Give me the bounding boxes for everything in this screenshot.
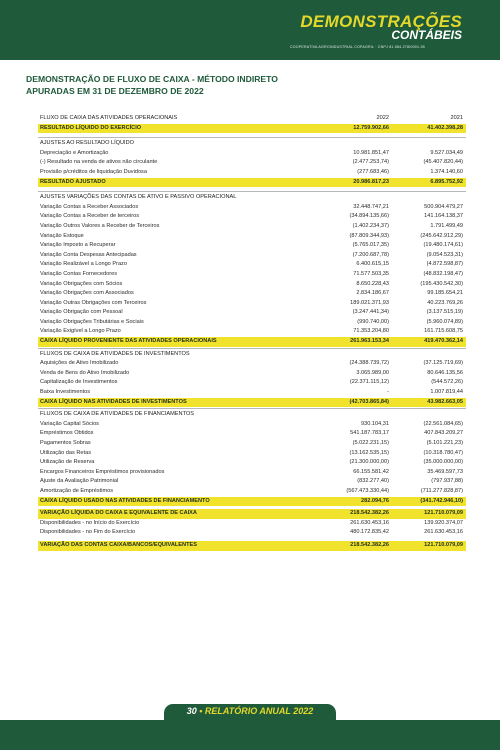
row-label: FLUXOS DE CAIXA DE ATIVIDADES DE FINANCIAMENTOS (40, 411, 194, 418)
row-label: Venda de Bens do Ativo Imobilizado (40, 369, 130, 376)
value-2021: 1.007.819,44 (430, 389, 463, 396)
value-2022: 2022 (376, 115, 389, 121)
value-2022: (24.388.739,72) (349, 360, 389, 367)
header-subtitle: COOPERATIVA AGROINDUSTRIAL COPAGRIL · CNPJ 81.584.278/0001-55 (290, 45, 425, 49)
value-2021: 141.164.138,37 (424, 213, 463, 220)
footer-label (164, 706, 336, 716)
value-2022: 2.834.186,67 (356, 290, 389, 297)
footer-bar (0, 720, 500, 750)
row-label: RESULTADO AJUSTADO (40, 178, 106, 185)
value-2022: (832.277,40) (357, 478, 389, 485)
row-label: Variação Obrigações com Associados (40, 290, 134, 297)
row-label: VARIAÇÃO DAS CONTAS CAIXA/BANCOS/EQUIVALENTES (40, 541, 197, 548)
value-2021: (35.000.000,00) (423, 459, 463, 466)
row-label: Variação Contas a Receber Associados (40, 203, 139, 210)
value-2021: (5.960.074,89) (426, 318, 463, 325)
value-2021: (45.407.820,44) (423, 159, 463, 166)
table-row (38, 458, 466, 468)
row-label: Pagamentos Sobras (40, 440, 91, 446)
row-label: Variação Conta Despesas Antecipadas (40, 251, 137, 258)
row-label: Variação Obrigação com Pessoal (40, 309, 123, 316)
value-2021: 407.843.209,27 (424, 430, 463, 437)
value-2021: 1.374.140,60 (430, 168, 463, 175)
value-2021: (5.101.221,23) (426, 440, 463, 446)
value-2022: 20.986.817,23 (353, 178, 389, 185)
value-2022: 71.353.204,80 (353, 328, 389, 335)
row-label: Variação Contas a Receber de terceiros (40, 213, 140, 220)
row-label: Capitalização de Investimentos (40, 379, 118, 386)
row-spacer (38, 133, 466, 136)
value-2022: (13.162.535,15) (349, 449, 389, 456)
table-row (38, 241, 466, 251)
row-label: Depreciação e Amortização (40, 149, 109, 156)
total-row (38, 497, 466, 507)
section-header-row (38, 193, 466, 203)
row-label: Provisão p/créditos de liquidação Duvidosa (40, 168, 147, 175)
table-row (38, 158, 466, 168)
value-2022: 71.577.503,35 (353, 270, 389, 277)
value-2022: 8.650.228,43 (356, 280, 389, 287)
value-2021: 35.469.597,73 (427, 468, 463, 475)
value-2021: 161.715.608,75 (424, 328, 463, 335)
table-row (38, 429, 466, 439)
value-2022: (87.809.344,93) (349, 232, 389, 239)
table-row (38, 203, 466, 213)
row-label: Variação Estoque (40, 232, 84, 239)
value-2021: (4.872.598,87) (426, 261, 463, 268)
section-divider (38, 348, 466, 349)
row-label: Disponibilidades - no Início do Exercício (40, 519, 140, 526)
table-row (38, 468, 466, 478)
table-row (38, 260, 466, 270)
value-2022: (22.371.115,12) (349, 379, 389, 386)
row-label: CAIXA LÍQUIDO USADO NAS ATIVIDADES DE FINANCIAMENTO (40, 497, 210, 504)
value-2021: (195.430.542,30) (420, 280, 463, 287)
section-header-row (38, 410, 466, 420)
value-2022: 218.542.382,26 (350, 510, 389, 517)
row-label: Variação Capital Sócios (40, 420, 99, 427)
value-2021: 43.982.663,05 (427, 398, 463, 405)
value-2021: (341.742.946,10) (420, 497, 463, 504)
table-row (38, 359, 466, 369)
document-title (26, 74, 326, 97)
row-label: Disponibilidades - no Fim do Exercício (40, 529, 136, 536)
value-2022: 12.759.902,66 (353, 124, 389, 131)
table-row (38, 449, 466, 459)
section-divider (38, 408, 466, 409)
table-row (38, 477, 466, 487)
value-2021: (797.937,88) (431, 478, 463, 485)
section-header-row (38, 350, 466, 360)
row-label: AJUSTES AO RESULTADO LÍQUIDO (40, 140, 134, 147)
section-header-row (38, 139, 466, 149)
table-row (38, 222, 466, 232)
row-spacer (38, 187, 466, 190)
value-2022: 10.981.851,47 (353, 149, 389, 156)
value-2021: (48.832.198,47) (423, 270, 463, 277)
value-2022: (21.300.000,00) (349, 459, 389, 466)
row-label: Variação Realizável a Longo Prazo (40, 261, 127, 268)
document-title-line2: APURADAS EM 31 DE DEZEMBRO DE 2022 (26, 85, 204, 96)
value-2022: (3.247.441,34) (352, 309, 389, 316)
total-row (38, 541, 466, 551)
value-2021: (245.642.912,29) (420, 232, 463, 239)
row-label: Utilização das Retas (40, 449, 91, 456)
table-row (38, 280, 466, 290)
table-row (38, 369, 466, 379)
row-label: VARIAÇÃO LÍQUIDA DO CAIXA E EQUIVALENTE DE CAIXA (40, 510, 197, 517)
value-2022: 480.172.835,42 (350, 529, 389, 536)
value-2022: (5.765.017,35) (352, 242, 389, 249)
value-2021: (10.318.780,47) (423, 449, 463, 456)
row-label: Variação Outras Obrigações com Terceiros (40, 299, 147, 306)
header-title-line2: CONTÁBEIS (391, 28, 462, 42)
value-2022: 930.104,31 (361, 420, 389, 427)
footer-separator: • (199, 706, 203, 716)
section-divider (38, 191, 466, 192)
row-label: Encargos Financeiros Empréstimos provisionados (40, 468, 165, 475)
row-label: Amortização de Empréstimos (40, 487, 114, 494)
table-row (38, 212, 466, 222)
value-2021: 1.791.499,49 (430, 222, 463, 229)
value-2022: (2.477.253,74) (352, 159, 389, 166)
value-2021: 9.527.034,49 (430, 149, 463, 156)
section-divider (38, 137, 466, 138)
row-label: Variação Contas Fornecedores (40, 270, 118, 277)
total-row (38, 178, 466, 188)
value-2022: 261.963.153,34 (350, 338, 389, 345)
table-row (38, 528, 466, 538)
value-2022: (567.473.330,44) (346, 487, 389, 494)
value-2021: (22.561.084,65) (423, 420, 463, 427)
row-label: Aquisições de Ativo Imobilizado (40, 360, 119, 367)
row-label: CAIXA LÍQUIDO NAS ATIVIDADES DE INVESTIMENTOS (40, 398, 187, 405)
row-label: CAIXA LÍQUIDO PROVENIENTE DAS ATIVIDADES OPERACIONAIS (40, 338, 217, 345)
row-label: Variação Imposto a Recuperar (40, 242, 116, 249)
table-row (38, 519, 466, 529)
value-2022: 261.630.453,16 (350, 519, 389, 526)
value-2022: 32.448.747,21 (353, 203, 389, 210)
table-row (38, 420, 466, 430)
row-label: (-) Resultado na venda de ativos não circulante (40, 159, 158, 166)
value-2022: (7.200.687,78) (352, 251, 389, 258)
row-label: Utilização de Reserva (40, 459, 95, 466)
value-2021: 99.185.654,21 (427, 290, 463, 297)
table-row (38, 149, 466, 159)
value-2022: (990.740,00) (357, 318, 389, 325)
value-2022: 3.065.989,00 (356, 369, 389, 376)
value-2021: 121.710.079,09 (424, 541, 463, 548)
value-2022: (277.683,46) (357, 168, 389, 175)
value-2022: - (387, 389, 389, 396)
section-header-row (38, 114, 466, 124)
total-row (38, 337, 466, 347)
value-2022: 218.542.382,26 (350, 541, 389, 548)
table-row (38, 251, 466, 261)
row-label: Variação Outros Valores a Receber de Terceiros (40, 222, 160, 229)
value-2022: 66.155.581,42 (353, 468, 389, 475)
table-row (38, 378, 466, 388)
table-row (38, 327, 466, 337)
value-2022: 6.400.615,15 (356, 261, 389, 268)
page-header (0, 0, 500, 60)
row-label: Variação Obrigações com Sócios (40, 280, 123, 287)
value-2022: (34.894.135,66) (349, 213, 389, 220)
total-row (38, 509, 466, 519)
value-2022: 282.094,76 (361, 497, 389, 504)
table-row (38, 318, 466, 328)
value-2022: (1.402.234,37) (352, 222, 389, 229)
table-row (38, 289, 466, 299)
row-label: Variação Obrigações Tributárias e Sociais (40, 318, 144, 325)
row-label: RESULTADO LÍQUIDO DO EXERCÍCIO (40, 124, 142, 131)
table-row (38, 388, 466, 398)
table-row (38, 487, 466, 497)
value-2021: (711.277.828,87) (420, 487, 463, 494)
row-label: Ajuste da Avaliação Patrimonial (40, 478, 119, 485)
table-row (38, 168, 466, 178)
value-2022: (42.703.865,84) (349, 398, 389, 405)
footer-report-name: RELATÓRIO ANUAL 2022 (204, 706, 314, 716)
row-label: FLUXOS DE CAIXA DE ATIVIDADES DE INVESTIMENTOS (40, 350, 190, 357)
value-2021: 40.223.769,26 (427, 299, 463, 306)
table-row (38, 439, 466, 449)
document-title-line1: DEMONSTRAÇÃO DE FLUXO DE CAIXA - MÉTODO INDIRETO (26, 74, 278, 84)
table-row (38, 299, 466, 309)
table-row (38, 270, 466, 280)
value-2021: 6.895.752,92 (430, 178, 463, 185)
value-2021: 139.920.374,07 (424, 519, 463, 526)
total-row (38, 124, 466, 134)
value-2022: (5.022.231,15) (352, 440, 389, 446)
value-2021: 121.710.079,09 (424, 510, 463, 517)
value-2021: 500.904.479,27 (424, 203, 463, 210)
value-2021: 2021 (450, 115, 463, 121)
row-label: FLUXO DE CAIXA DAS ATIVIDADES OPERACIONAIS (40, 115, 178, 121)
page-number: 30 (186, 706, 197, 716)
value-2021: 261.630.453,16 (424, 529, 463, 536)
value-2021: 41.402.398,28 (427, 124, 463, 131)
value-2022: 541.187.783,17 (350, 430, 389, 437)
cash-flow-statement (38, 114, 466, 551)
value-2021: 419.470.362,14 (424, 338, 463, 345)
row-label: Variação Exigível a Longo Prazo (40, 328, 121, 335)
value-2021: (544.572,26) (431, 379, 463, 386)
value-2021: (37.125.719,69) (423, 360, 463, 367)
row-label: Baixa Investimentos (40, 389, 91, 396)
value-2021: (3.137.515,19) (426, 309, 463, 316)
header-title (300, 13, 462, 41)
table-row (38, 232, 466, 242)
value-2021: (19.480.174,61) (423, 242, 463, 249)
header-title-line1: DEMONSTRAÇÕES (300, 12, 462, 31)
row-label: Empréstimos Obtidos (40, 430, 94, 437)
total-row (38, 398, 466, 408)
value-2021: 80.646.135,56 (427, 369, 463, 376)
row-label: AJUSTES VARIAÇÕES DAS CONTAS DE ATIVO E PASSIVO OPERACIONAL (40, 194, 237, 201)
table-row (38, 308, 466, 318)
value-2021: (9.054.523,31) (426, 251, 463, 258)
value-2022: 189.021.371,93 (350, 299, 389, 306)
